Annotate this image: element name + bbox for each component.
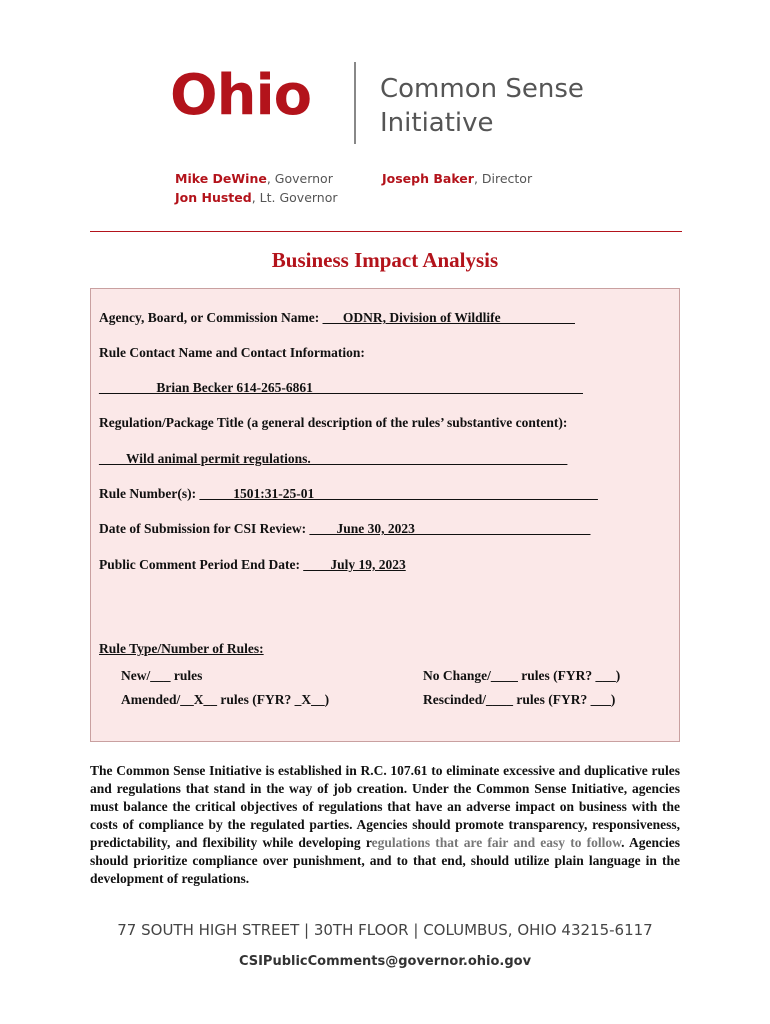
governor-name: Mike DeWine bbox=[175, 171, 267, 186]
lt-governor-title: , Lt. Governor bbox=[251, 190, 338, 205]
csi-paragraph-part-2: egulations that are fair and easy to follow bbox=[371, 835, 622, 850]
comment-end-label: Public Comment Period End Date: bbox=[99, 557, 300, 572]
contact-label: Rule Contact Name and Contact Information: bbox=[99, 345, 365, 360]
agency-label: Agency, Board, or Commission Name: bbox=[99, 310, 320, 325]
logo-divider bbox=[354, 62, 356, 144]
agency-row bbox=[99, 310, 575, 326]
rule-number-row bbox=[99, 486, 598, 502]
bia-form-box bbox=[90, 288, 680, 742]
director-line bbox=[382, 169, 532, 188]
csi-paragraph-part-3: . Agencies should prioritize compliance over punishment, and to that end, should utilize plain language in the development of regulations. bbox=[90, 835, 680, 886]
governor-block bbox=[175, 169, 338, 207]
amended-rules: Amended/__X__ rules (FYR? _X__) bbox=[121, 692, 330, 707]
submission-date-label: Date of Submission for CSI Review: bbox=[99, 521, 307, 536]
rule-number-label: Rule Number(s): bbox=[99, 486, 197, 501]
comment-end-value: ____July 19, 2023 bbox=[303, 557, 406, 572]
new-rules: New/___ rules bbox=[121, 668, 203, 683]
submission-date-row bbox=[99, 521, 590, 537]
csi-paragraph-part-1: The Common Sense Initiative is established in R.C. 107.61 to eliminate excessive and duplicative rules and regulations that stand in the way of job creation. Under the Common Sense Initiative, agencies must balance the critical objectives of regulations that have an adverse impact on business with the costs of compliance by the regulated parties. Agencies should promote transparency, responsiveness, predictability, and flexibility while developing r bbox=[90, 763, 680, 850]
regulation-title-value: ____Wild animal permit regulations.______________________________________ bbox=[99, 451, 568, 466]
governor-title: , Governor bbox=[266, 171, 333, 186]
lt-governor-line bbox=[175, 188, 338, 207]
director-block bbox=[382, 169, 532, 188]
submission-date-value: ____June 30, 2023__________________________ bbox=[309, 521, 591, 536]
rescinded-rules: Rescinded/____ rules (FYR? ___) bbox=[423, 692, 616, 707]
agency-value: ___ODNR, Division of Wildlife___________ bbox=[322, 310, 575, 325]
document-title: Business Impact Analysis bbox=[271, 248, 499, 272]
lt-governor-name: Jon Husted bbox=[175, 190, 252, 205]
initiative-line-1: Common Sense bbox=[380, 74, 584, 104]
director-name: Joseph Baker bbox=[382, 171, 474, 186]
rule-number-value: _____1501:31-25-01__________________________________________ bbox=[199, 486, 598, 501]
footer-address: 77 SOUTH HIGH STREET | 30TH FLOOR | COLUMBUS, OHIO 43215-6117 bbox=[117, 921, 653, 939]
footer-email: CSIPublicComments@governor.ohio.gov bbox=[238, 954, 532, 969]
comment-end-row bbox=[99, 557, 406, 573]
rule-type-heading: Rule Type/Number of Rules: bbox=[99, 641, 264, 656]
ohio-logo-wordmark: Ohio bbox=[170, 63, 312, 128]
ohio-csi-logo bbox=[170, 62, 610, 152]
contact-value: ________ Brian Becker 614-265-6861________________________________________ bbox=[99, 380, 583, 395]
director-title: , Director bbox=[473, 171, 533, 186]
csi-description-paragraph bbox=[90, 762, 680, 888]
governor-line bbox=[175, 169, 338, 188]
initiative-line-2: Initiative bbox=[380, 108, 494, 138]
initiative-wordmark bbox=[380, 72, 584, 140]
regulation-title-label: Regulation/Package Title (a general description of the rules’ substantive content): bbox=[99, 415, 568, 430]
header-divider bbox=[90, 231, 682, 232]
no-change-rules: No Change/____ rules (FYR? ___) bbox=[423, 668, 621, 683]
